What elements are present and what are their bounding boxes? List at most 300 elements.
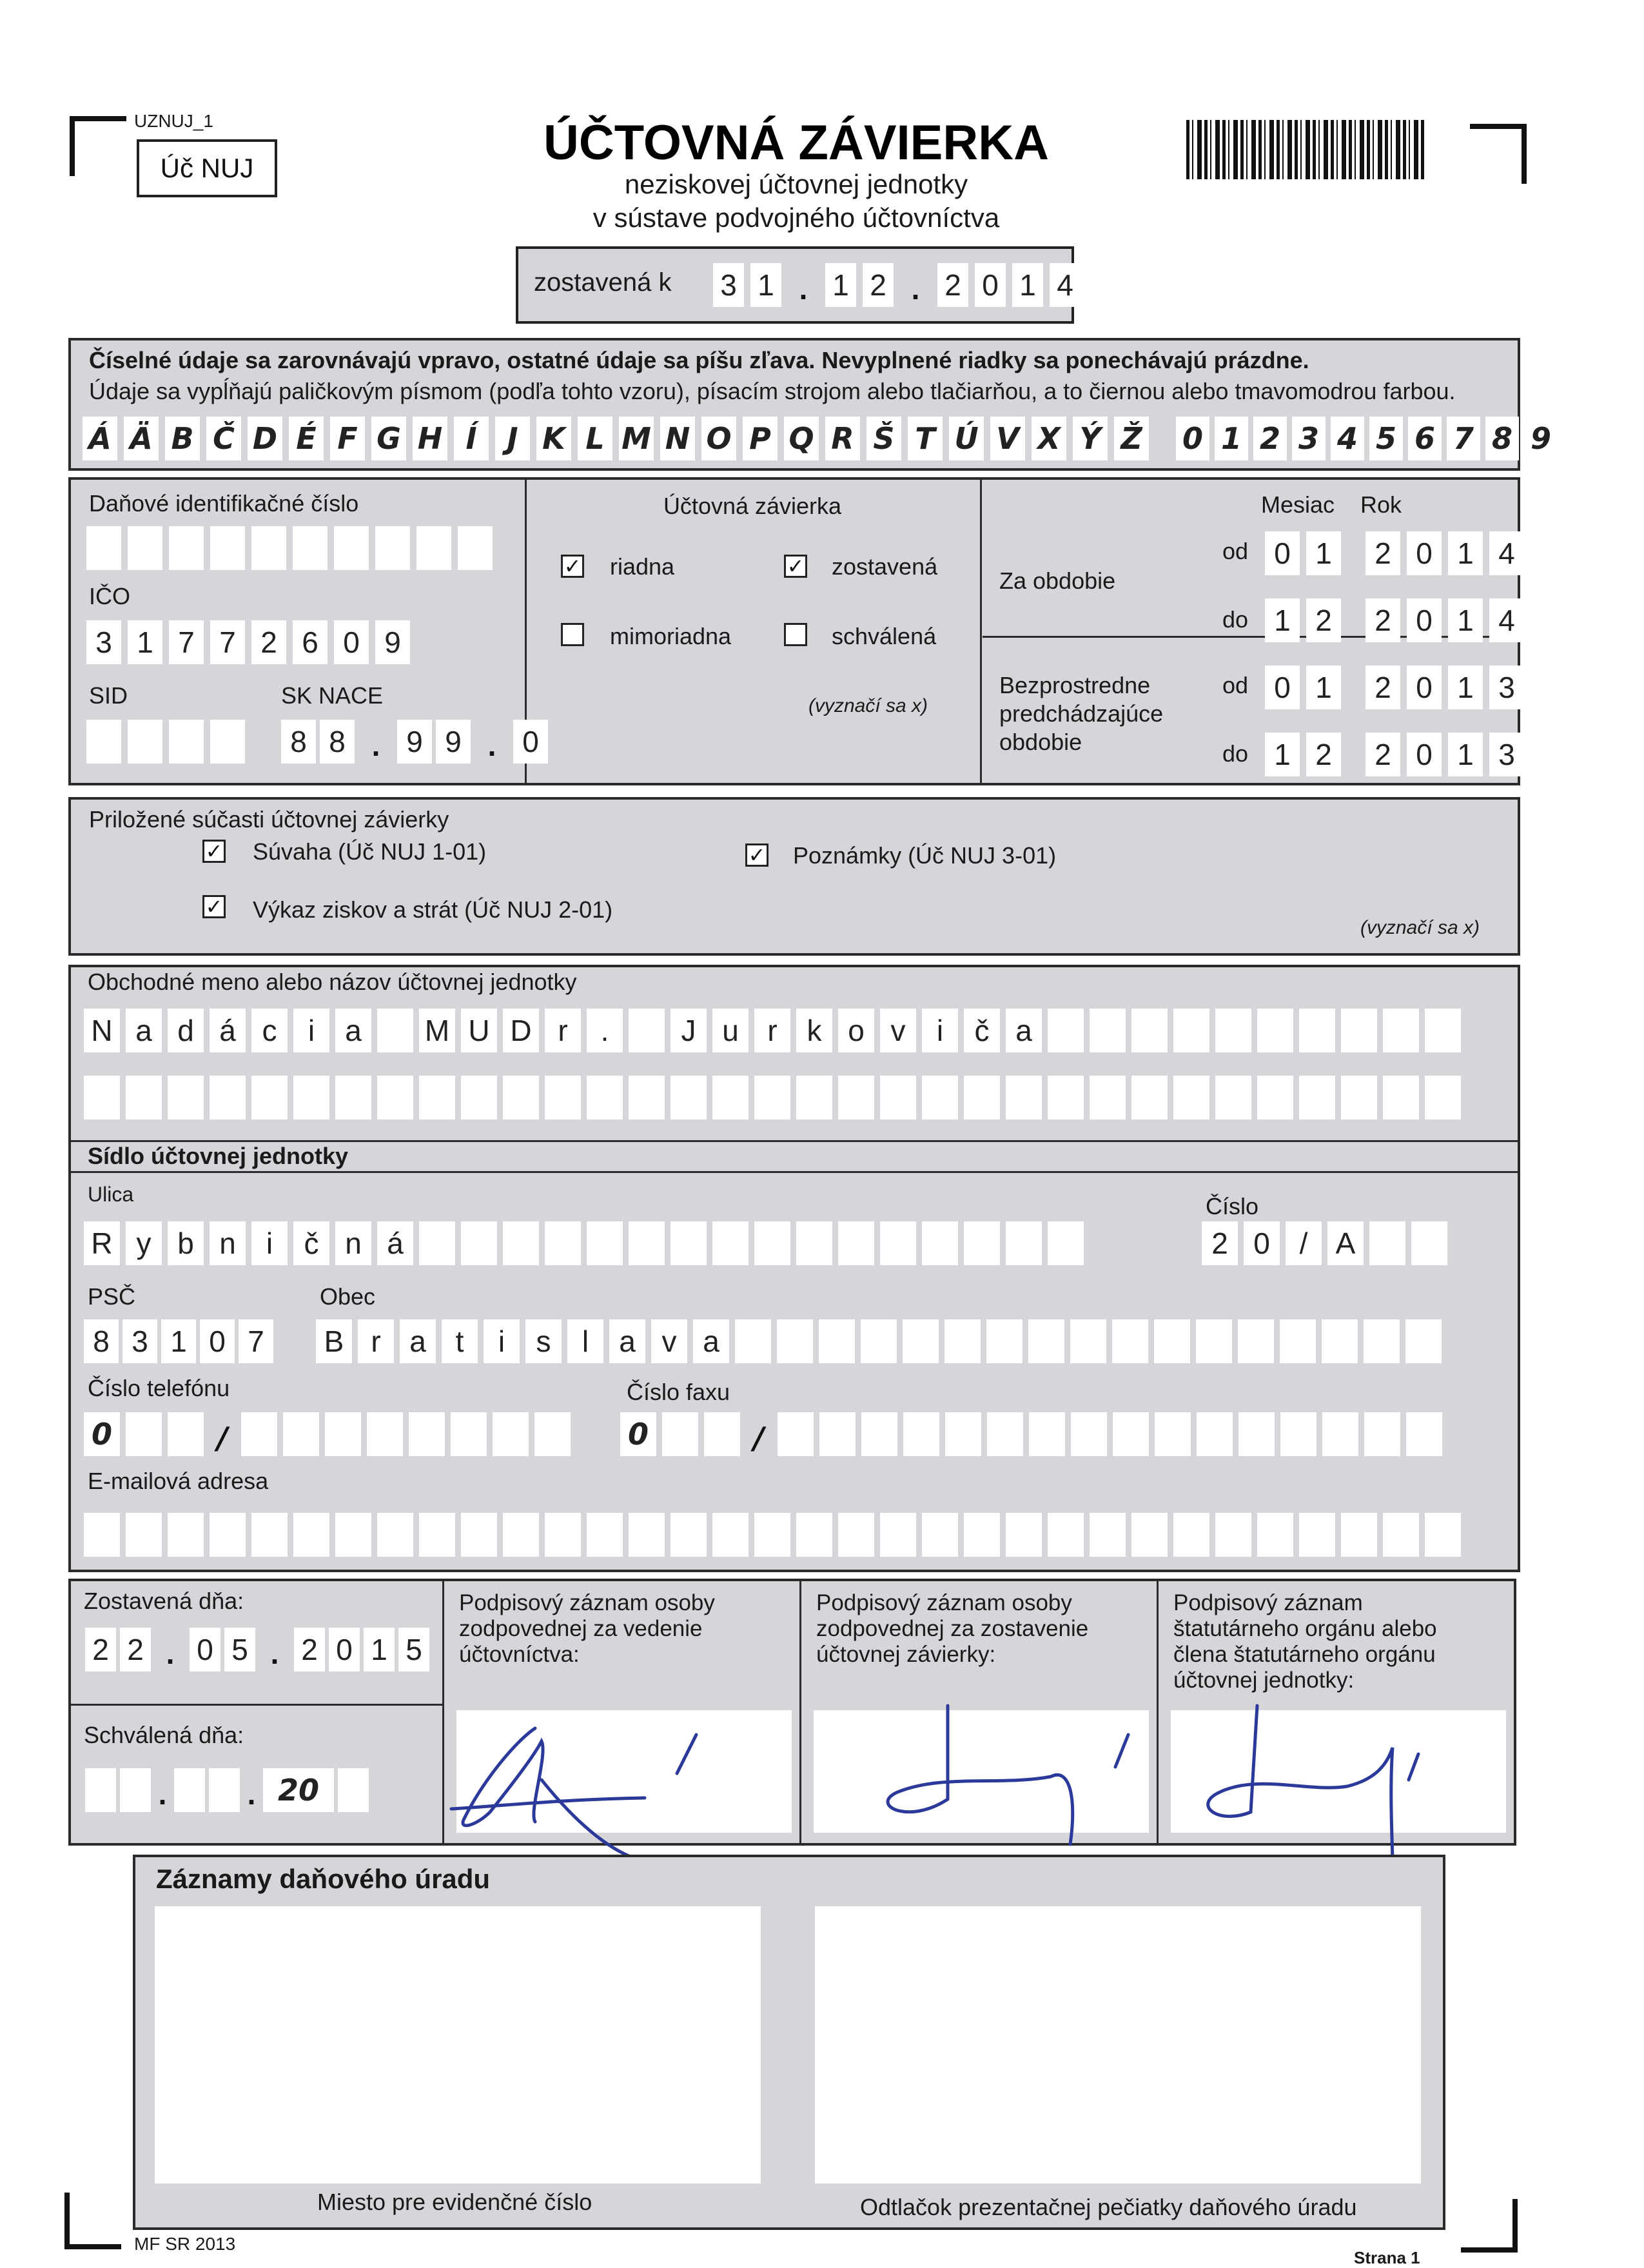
char-cell <box>1322 1412 1358 1456</box>
char-cell: D <box>248 417 282 460</box>
sknace-label: SK NACE <box>281 682 384 709</box>
char-cell: 3 <box>713 263 744 307</box>
sample-digits <box>1176 417 1558 460</box>
char-cell <box>1006 1076 1042 1119</box>
char-cell: / <box>1286 1221 1322 1265</box>
char-cell <box>1112 1319 1148 1363</box>
char-cell <box>1411 1221 1447 1265</box>
char-cell <box>587 1513 623 1557</box>
cur-from-year[interactable] <box>1365 531 1524 575</box>
char-cell: H <box>413 417 447 460</box>
char-cell <box>545 1513 581 1557</box>
prev-from-month[interactable] <box>1265 666 1341 709</box>
parts-title: Priložené súčasti účtovnej závierky <box>89 806 449 833</box>
char-cell <box>880 1076 916 1119</box>
char-cell: 5 <box>224 1628 255 1671</box>
char-cell: 2 <box>1365 666 1400 709</box>
char-cell: Š <box>866 417 901 460</box>
separator-dot: . <box>158 1777 167 1811</box>
char-cell <box>128 526 162 570</box>
char-cell <box>377 1076 413 1119</box>
char-cell: 2 <box>120 1628 151 1671</box>
poznamky-label: Poznámky (Úč NUJ 3-01) <box>793 842 1057 869</box>
char-cell <box>283 1412 319 1456</box>
char-cell <box>461 1076 497 1119</box>
char-cell: d <box>168 1009 204 1052</box>
char-cell: 0 <box>329 1628 360 1671</box>
separator-dot: . <box>911 272 920 306</box>
char-cell: 1 <box>1448 733 1483 776</box>
char-cell <box>1090 1513 1126 1557</box>
char-cell <box>838 1513 874 1557</box>
char-cell <box>1048 1009 1084 1052</box>
signature-3 <box>1180 1696 1451 1864</box>
char-cell: R <box>84 1221 120 1265</box>
char-cell: 0 <box>1265 666 1300 709</box>
char-cell: o <box>838 1009 874 1052</box>
instructions-section <box>68 338 1551 471</box>
char-cell: 1 <box>1012 263 1043 307</box>
char-cell <box>84 1076 120 1119</box>
char-cell <box>838 1076 874 1119</box>
char-cell: X <box>1032 417 1066 460</box>
char-cell <box>1341 1076 1377 1119</box>
sid-label: SID <box>89 682 128 709</box>
sig3-caption-1: Podpisový záznam <box>1173 1590 1363 1615</box>
separator-slash: / <box>753 1421 765 1455</box>
sid-field[interactable] <box>86 720 245 764</box>
char-cell: É <box>289 417 324 460</box>
sig1-caption-1: Podpisový záznam osoby <box>459 1590 715 1615</box>
char-cell: Ú <box>949 417 984 460</box>
name-label: Obchodné meno alebo názov účtovnej jednotky <box>88 969 577 995</box>
char-cell <box>1048 1513 1084 1557</box>
char-cell: 0 <box>334 620 369 664</box>
char-cell <box>1028 1319 1064 1363</box>
separator-dot: . <box>270 1637 279 1670</box>
char-cell <box>1369 1221 1405 1265</box>
zavierka-note: (vyznačí sa x) <box>808 695 928 716</box>
char-cell <box>503 1221 539 1265</box>
prev-to-month[interactable] <box>1265 733 1341 776</box>
char-cell <box>293 526 328 570</box>
char-cell <box>1215 1076 1251 1119</box>
char-cell <box>819 1319 855 1363</box>
rok-label: Rok <box>1360 491 1402 518</box>
closing-date-box <box>516 246 1074 324</box>
char-cell: 2 <box>1365 598 1400 642</box>
char-cell: J <box>495 417 530 460</box>
email-label: E-mailová adresa <box>88 1468 269 1494</box>
char-cell: 1 <box>1265 733 1300 776</box>
psc-label: PSČ <box>88 1283 136 1310</box>
char-cell <box>545 1076 581 1119</box>
prev-from-year[interactable] <box>1365 666 1524 709</box>
char-cell <box>754 1076 790 1119</box>
char-cell: R <box>825 417 860 460</box>
char-cell <box>778 1412 814 1456</box>
char-cell: y <box>126 1221 162 1265</box>
char-cell <box>1280 1412 1316 1456</box>
char-cell: D <box>503 1009 539 1052</box>
char-cell: 2 <box>294 1628 325 1671</box>
vykaz-checkbox[interactable]: ✓ <box>202 895 226 918</box>
char-cell: 0 <box>1407 531 1442 575</box>
ico-field[interactable] <box>86 620 410 664</box>
char-cell <box>1425 1009 1461 1052</box>
sig1-caption-2: zodpovednej za vedenie <box>459 1616 703 1641</box>
char-cell: V <box>990 417 1025 460</box>
char-cell: 2 <box>1365 531 1400 575</box>
mimoriadna-checkbox[interactable] <box>561 623 584 646</box>
separator-dot: . <box>166 1637 175 1670</box>
char-cell: á <box>210 1009 246 1052</box>
char-cell <box>1131 1009 1168 1052</box>
char-cell <box>334 526 369 570</box>
char-cell: 0 <box>1265 531 1300 575</box>
suvaha-label: Súvaha (Úč NUJ 1-01) <box>253 838 487 865</box>
char-cell <box>1131 1513 1168 1557</box>
char-cell <box>1113 1412 1149 1456</box>
char-cell: 7 <box>1447 417 1480 460</box>
address-title: Sídlo účtovnej jednotky <box>88 1143 349 1169</box>
char-cell: 4 <box>1489 531 1524 575</box>
char-cell <box>293 1513 329 1557</box>
sample-letters <box>83 417 1149 460</box>
char-cell <box>325 1412 361 1456</box>
fax-label: Číslo faxu <box>627 1379 730 1405</box>
char-cell <box>922 1513 958 1557</box>
char-cell: a <box>1006 1009 1042 1052</box>
sig2-caption-1: Podpisový záznam osoby <box>816 1590 1072 1615</box>
char-cell: i <box>922 1009 958 1052</box>
char-cell: a <box>335 1009 371 1052</box>
riadna-label: riadna <box>610 553 675 580</box>
char-cell: 1 <box>1265 598 1300 642</box>
char-cell: 2 <box>1365 733 1400 776</box>
char-cell <box>377 1513 413 1557</box>
name-field-row-2[interactable] <box>84 1076 1461 1119</box>
char-cell <box>1006 1221 1042 1265</box>
char-cell: P <box>743 417 778 460</box>
dic-field[interactable] <box>86 526 493 570</box>
corner-mark-bottom-left <box>64 2193 121 2249</box>
ulica-label: Ulica <box>88 1183 134 1206</box>
char-cell: M <box>619 417 654 460</box>
fax-field[interactable] <box>620 1412 1442 1464</box>
char-cell <box>1406 1412 1442 1456</box>
char-cell: r <box>545 1009 581 1052</box>
char-cell <box>335 1076 371 1119</box>
char-cell: N <box>84 1009 120 1052</box>
char-cell: B <box>165 417 200 460</box>
char-cell: c <box>251 1009 288 1052</box>
char-cell: i <box>484 1319 520 1363</box>
char-cell: 3 <box>122 1319 157 1363</box>
footer-code: MF SR 2013 <box>134 2234 236 2254</box>
char-cell <box>1364 1319 1400 1363</box>
char-cell: F <box>330 417 365 460</box>
char-cell <box>1299 1076 1335 1119</box>
poznamky-checkbox[interactable]: ✓ <box>745 843 768 867</box>
char-cell <box>210 1513 246 1557</box>
char-cell: 2 <box>1253 417 1287 460</box>
char-cell <box>241 1412 277 1456</box>
char-cell: 0 <box>1244 1221 1280 1265</box>
char-cell <box>777 1319 813 1363</box>
char-cell <box>1299 1009 1335 1052</box>
char-cell <box>419 1221 455 1265</box>
char-cell: 2 <box>937 263 968 307</box>
parts-note: (vyznačí sa x) <box>1360 917 1480 938</box>
char-cell: r <box>754 1009 790 1052</box>
char-cell <box>419 1076 455 1119</box>
char-cell <box>986 1319 1023 1363</box>
char-cell <box>461 1221 497 1265</box>
signature-1 <box>438 1702 748 1870</box>
char-cell: 3 <box>1489 733 1524 776</box>
char-cell <box>796 1513 832 1557</box>
char-cell <box>409 1412 445 1456</box>
sig3-caption-2: štatutárneho orgánu alebo <box>1173 1616 1437 1641</box>
char-cell <box>712 1513 749 1557</box>
char-cell: 8 <box>281 720 316 764</box>
cur-from-month[interactable] <box>1265 531 1341 575</box>
char-cell: 0 <box>1407 666 1442 709</box>
suvaha-checkbox[interactable]: ✓ <box>202 840 226 863</box>
char-cell <box>493 1412 529 1456</box>
char-cell <box>712 1221 749 1265</box>
cur-to-month[interactable] <box>1265 598 1341 642</box>
name-field-row-1[interactable] <box>84 1009 1461 1052</box>
char-cell <box>1048 1221 1084 1265</box>
char-cell: 1 <box>825 263 856 307</box>
char-cell <box>1425 1076 1461 1119</box>
char-cell: 8 <box>84 1319 119 1363</box>
char-cell <box>1299 1513 1335 1557</box>
char-cell <box>375 526 410 570</box>
char-cell <box>629 1221 665 1265</box>
char-cell: 0 <box>1407 598 1442 642</box>
riadna-checkbox[interactable]: ✓ <box>561 555 584 578</box>
form-box: Úč NUJ <box>137 139 277 197</box>
char-cell: 1 <box>1215 417 1248 460</box>
char-cell: 0 <box>513 720 548 764</box>
char-cell: L <box>578 417 612 460</box>
char-cell: 2 <box>251 620 286 664</box>
char-cell: 2 <box>85 1628 116 1671</box>
char-cell <box>1383 1513 1419 1557</box>
char-cell <box>461 1513 497 1557</box>
char-cell <box>880 1221 916 1265</box>
char-cell <box>922 1076 958 1119</box>
char-cell <box>819 1412 856 1456</box>
char-cell: 1 <box>1448 531 1483 575</box>
char-cell <box>1405 1319 1442 1363</box>
email-field[interactable] <box>84 1513 1461 1557</box>
char-cell <box>1173 1009 1209 1052</box>
char-cell: i <box>293 1009 329 1052</box>
separator-slash: / <box>217 1421 228 1455</box>
char-cell <box>377 1009 413 1052</box>
zostavena-dna-field[interactable] <box>85 1628 429 1679</box>
char-cell: 7 <box>210 620 245 664</box>
char-cell <box>85 1768 116 1812</box>
char-cell: 9 <box>375 620 410 664</box>
char-cell <box>451 1412 487 1456</box>
char-cell: k <box>796 1009 832 1052</box>
char-cell <box>838 1221 874 1265</box>
od-label-prev: od <box>1222 672 1249 698</box>
do-label-cur: do <box>1222 606 1249 633</box>
instructions-line-1: Číselné údaje sa zarovnávajú vpravo, ostatné údaje sa píšu zľava. Nevyplnené riadky sa ponechávajú prázdne. <box>89 347 1309 373</box>
char-cell <box>754 1221 790 1265</box>
page-subtitle-1: neziskovej účtovnej jednotky <box>624 169 968 199</box>
char-cell: 1 <box>750 263 781 307</box>
prev-period-line-2: predchádzajúce <box>999 700 1164 727</box>
psc-field[interactable] <box>84 1319 273 1363</box>
char-cell <box>796 1221 832 1265</box>
char-cell: G <box>371 417 406 460</box>
char-cell: t <box>442 1319 478 1363</box>
prev-to-year[interactable] <box>1365 733 1524 776</box>
char-cell <box>587 1221 623 1265</box>
char-cell <box>1257 1076 1293 1119</box>
char-cell <box>922 1221 958 1265</box>
char-cell: r <box>358 1319 394 1363</box>
signature-2 <box>857 1696 1167 1864</box>
char-cell: 2 <box>1306 598 1341 642</box>
char-cell: 0 <box>975 263 1006 307</box>
char-cell: 4 <box>1331 417 1364 460</box>
char-cell: 20 <box>263 1768 334 1812</box>
zostavena-checkbox[interactable]: ✓ <box>784 555 807 578</box>
char-cell: O <box>701 417 736 460</box>
page-title: ÚČTOVNÁ ZÁVIERKA <box>543 115 1049 170</box>
char-cell: 0 <box>1176 417 1209 460</box>
char-cell: . <box>587 1009 623 1052</box>
dic-label: Daňové identifikačné číslo <box>89 490 359 517</box>
char-cell: 6 <box>293 620 328 664</box>
char-cell: b <box>168 1221 204 1265</box>
registration-number-box[interactable] <box>155 1906 761 2184</box>
char-cell <box>629 1009 665 1052</box>
char-cell: 8 <box>1485 417 1519 460</box>
char-cell <box>168 1076 204 1119</box>
char-cell <box>662 1412 698 1456</box>
sig1-caption-3: účtovníctva: <box>459 1642 580 1667</box>
char-cell: 3 <box>1292 417 1326 460</box>
char-cell <box>1383 1076 1419 1119</box>
tax-office-title: Záznamy daňového úradu <box>156 1864 491 1894</box>
corner-mark-bottom-right <box>1461 2199 1518 2253</box>
schvalena-dna-label: Schválená dňa: <box>84 1722 244 1748</box>
sknace-field[interactable] <box>281 720 548 771</box>
zostavena-dna-label: Zostavená dňa: <box>84 1588 244 1614</box>
schvalena-dna-field[interactable] <box>85 1768 369 1820</box>
char-cell <box>964 1076 1000 1119</box>
char-cell: 1 <box>1448 598 1483 642</box>
attached-parts-section <box>68 797 1520 956</box>
char-cell <box>861 1319 897 1363</box>
char-cell: 1 <box>128 620 162 664</box>
char-cell <box>1238 1319 1274 1363</box>
char-cell <box>754 1513 790 1557</box>
street-field[interactable] <box>84 1221 1084 1265</box>
instructions-line-2: Údaje sa vypĺňajú paličkovým písmom (podľa tohto vzoru), písacím strojom alebo tlačiarňou, a to čiernou alebo tmavomodrou farbou. <box>89 378 1456 404</box>
char-cell: i <box>251 1221 288 1265</box>
tax-office-stamp-box[interactable] <box>815 1906 1421 2184</box>
char-cell <box>629 1513 665 1557</box>
schvalena-checkbox[interactable] <box>784 623 807 646</box>
char-cell: 0 <box>620 1412 656 1456</box>
char-cell <box>1383 1009 1419 1052</box>
street-number-field[interactable] <box>1202 1221 1447 1265</box>
char-cell: 6 <box>1408 417 1442 460</box>
char-cell <box>126 1412 162 1456</box>
obec-label: Obec <box>320 1283 376 1310</box>
char-cell <box>712 1076 749 1119</box>
char-cell <box>128 720 162 764</box>
za-obdobie-label: Za obdobie <box>999 567 1116 594</box>
separator-dot: . <box>371 729 380 762</box>
ico-label: IČO <box>89 583 131 609</box>
char-cell <box>168 1513 204 1557</box>
char-cell: M <box>419 1009 455 1052</box>
page-subtitle-2: v sústave podvojného účtovníctva <box>592 202 1000 233</box>
char-cell <box>629 1076 665 1119</box>
char-cell: U <box>461 1009 497 1052</box>
char-cell <box>964 1513 1000 1557</box>
cur-to-year[interactable] <box>1365 598 1524 642</box>
char-cell: u <box>712 1009 749 1052</box>
stamp-caption: Odtlačok prezentačnej pečiatky daňového úradu <box>860 2194 1357 2220</box>
char-cell: Č <box>206 417 241 460</box>
char-cell: 1 <box>1448 666 1483 709</box>
char-cell <box>210 720 245 764</box>
city-field[interactable] <box>316 1319 1442 1363</box>
char-cell: 0 <box>84 1412 120 1456</box>
char-cell: a <box>126 1009 162 1052</box>
char-cell <box>458 526 493 570</box>
char-cell <box>964 1221 1000 1265</box>
char-cell <box>880 1513 916 1557</box>
char-cell <box>1154 1319 1190 1363</box>
char-cell <box>587 1076 623 1119</box>
char-cell: T <box>908 417 943 460</box>
tel-field[interactable] <box>84 1412 571 1464</box>
char-cell: 1 <box>1306 666 1341 709</box>
barcode <box>1186 120 1426 179</box>
char-cell: Ä <box>124 417 159 460</box>
name-address-section <box>68 965 1520 1572</box>
char-cell <box>735 1319 771 1363</box>
char-cell: 4 <box>1050 263 1081 307</box>
char-cell <box>84 1513 120 1557</box>
char-cell <box>1215 1009 1251 1052</box>
char-cell: l <box>567 1319 603 1363</box>
char-cell: 7 <box>239 1319 273 1363</box>
char-cell: 3 <box>1489 666 1524 709</box>
closing-date-cells <box>713 263 1081 315</box>
char-cell: K <box>536 417 571 460</box>
char-cell <box>335 1513 371 1557</box>
char-cell: č <box>293 1221 329 1265</box>
char-cell: 0 <box>1407 733 1442 776</box>
char-cell <box>1197 1412 1233 1456</box>
char-cell <box>120 1768 151 1812</box>
char-cell <box>1322 1319 1358 1363</box>
